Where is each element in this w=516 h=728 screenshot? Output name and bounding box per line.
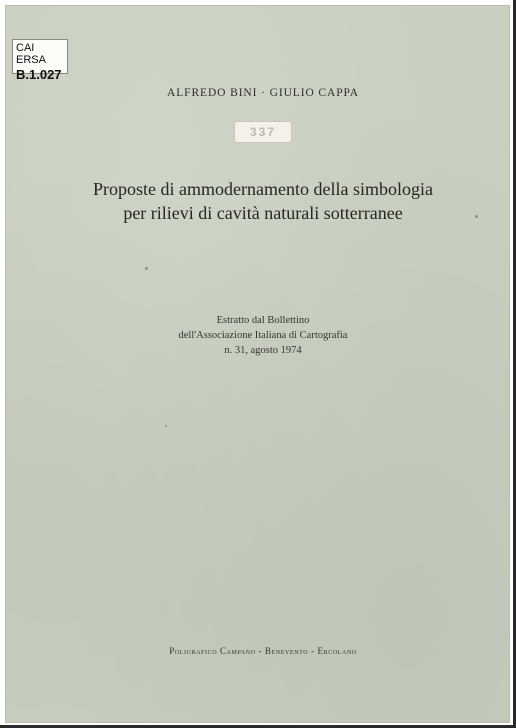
book-cover [5, 5, 510, 723]
publisher-imprint: Poligrafico Campano - Benevento - Ercolano [169, 646, 357, 656]
paper-speck [165, 425, 167, 427]
title-line-1: Proposte di ammodernamento della simbologia [93, 179, 433, 199]
authors: ALFREDO BINI · GIULIO CAPPA [167, 87, 359, 99]
paper-speck [145, 267, 148, 270]
inventory-number-sticker: 337 [234, 121, 292, 143]
paper-speck [475, 215, 478, 218]
document-title [5, 177, 516, 225]
library-shelf-label [12, 39, 68, 82]
shelf-label-code: B.1.027 [16, 67, 62, 82]
shelf-label-library: CAI ERSA [16, 42, 46, 66]
extract-line-1: Estratto dal Bollettino [216, 315, 310, 326]
extract-line-3: n. 31, agosto 1974 [224, 345, 302, 356]
title-line-2: per rilievi di cavità naturali sotterranee [123, 203, 403, 223]
extract-info [5, 313, 516, 358]
extract-line-2: dell'Associazione Italiana di Cartografia [178, 330, 348, 341]
